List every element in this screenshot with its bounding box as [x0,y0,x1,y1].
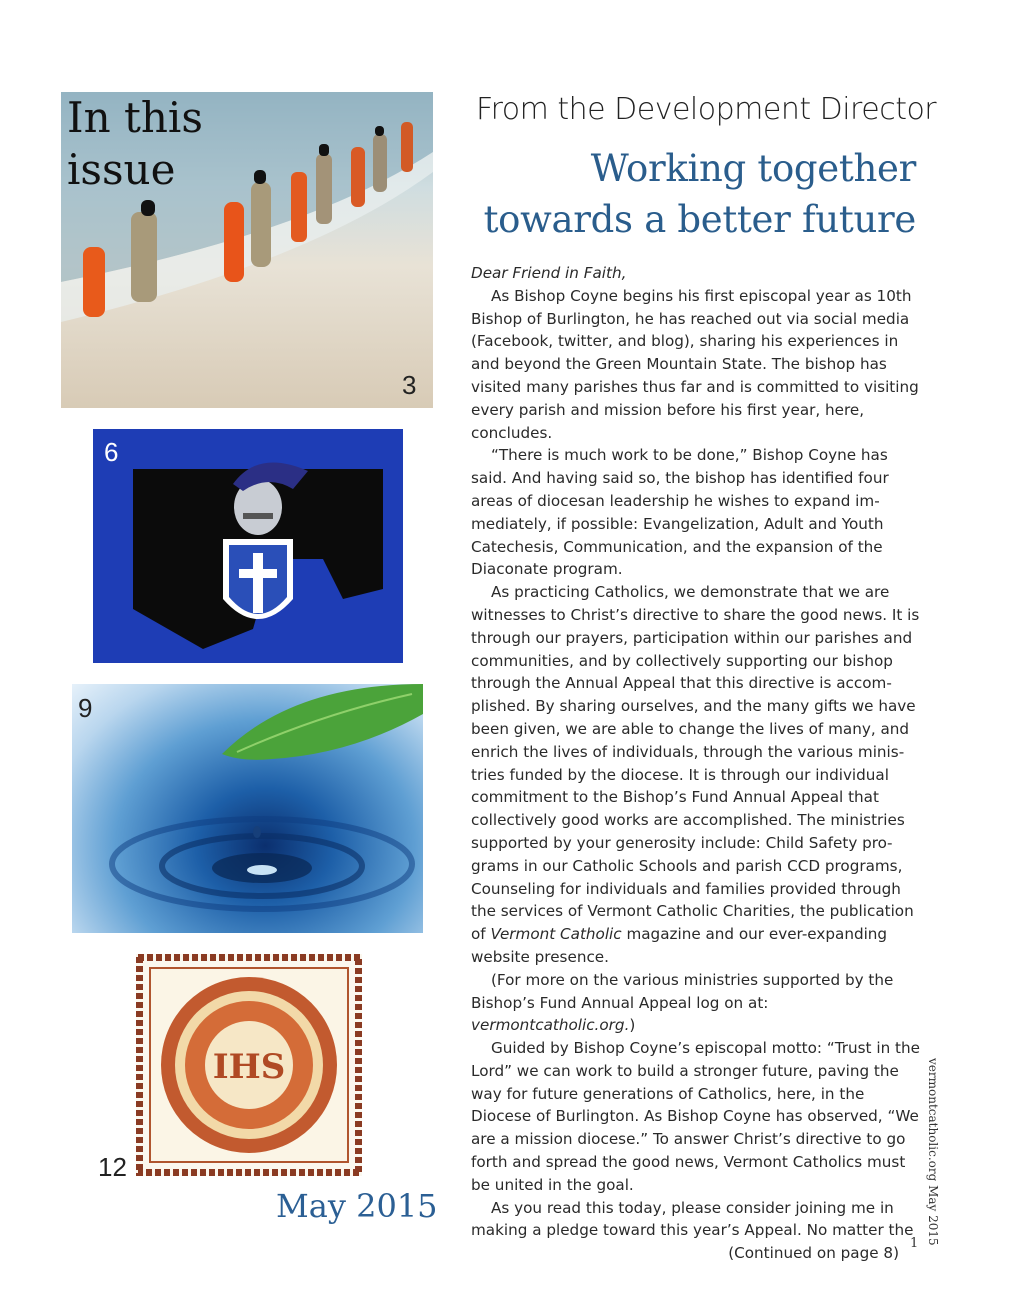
issue-title: In this issue [67,93,203,194]
salutation: Dear Friend in Faith, [471,264,627,282]
side-footer-text: vermontcatholic.org May 2015 [926,1058,940,1246]
paragraph: “There is much work to be done,” Bishop Coyne has said. And having said so, the bishop has identified four areas of diocesan leadership he wishes to expand immediately, if possible: Evangelization, Adult and Youth Catechesis, Communication, and the expansion of the Diaconate program. [471,446,889,579]
paragraph: As practicing Catholics, we demonstrate that we are witnesses to Christ’s directive to share the good news. It is through our prayers, participation within our parishes and communities, and by collectively supporting our bishop through the Annual Appeal that this directive is accomplished. By sharing ourselves, and the many gifts we have been given, we are able to change the lives of many, and enrich the lives of individuals, through the various ministries funded by the diocese. It is through our individual commitment to the Bishop’s Fund Annual Appeal that collectively good works are accomplished. The ministries supported by your generosity include: Child Safety programs in our Catholic Schools and parish CCD programs, Counseling for individuals and families provided through the services of Vermont Catholic Charities, the publication of Vermont Catholic magazine and our ever-expanding website presence. [471,583,920,966]
water-drop-leaf-photo [72,684,423,933]
paragraph: Guided by Bishop Coyne’s episcopal motto: “Trust in the Lord” we can work to build a stronger future, paving the way for future generations of Catholics, here, in the Diocese of Burlington. As Bishop Coyne has observed, “We are a mission diocese.” To answer Christ’s directive to go forth and spread the good news, Vermont Catholics must be united in the goal. [471,1039,920,1194]
paragraph: As you read this today, please consider joining me in making a pledge toward this year’s Appeal. No matter the [471,1198,914,1240]
knight-shield-logo [93,429,403,663]
paragraph: As Bishop Coyne begins his first episcopal year as 10th Bishop of Burlington, he has reached out via social media (Facebook, twitter, and blog), sharing his experiences in and beyond the Green Mountain State. The bishop has visited many parishes thus far and is committed to visiting every parish and mission before his first year, here, concludes. [471,286,919,442]
section-kicker: From the Development Director [476,92,937,127]
ihs-emblem [136,954,362,1176]
article-headline: Working together towards a better future [483,147,916,241]
magazine-name: Vermont Catholic [490,925,622,944]
svg-text:IHS: IHS [212,1047,286,1087]
page-ref-6: 6 [104,437,119,467]
issue-date: May 2015 [276,1187,438,1225]
website-link[interactable]: vermontcatholic.org. [471,1016,630,1035]
paragraph: (For more on the various ministries supported by the Bishop’s Fund Annual Appeal log on at: vermontcatholic.org.) [471,970,894,1035]
page-ref-12: 12 [98,1152,127,1182]
page-number: 1 [910,1236,919,1251]
page-ref-9: 9 [78,693,93,723]
page-ref-3: 3 [402,370,417,400]
continued-note: (Continued on page 8) [728,1244,899,1263]
side-footer [922,1058,940,1246]
article-body [471,262,921,1265]
